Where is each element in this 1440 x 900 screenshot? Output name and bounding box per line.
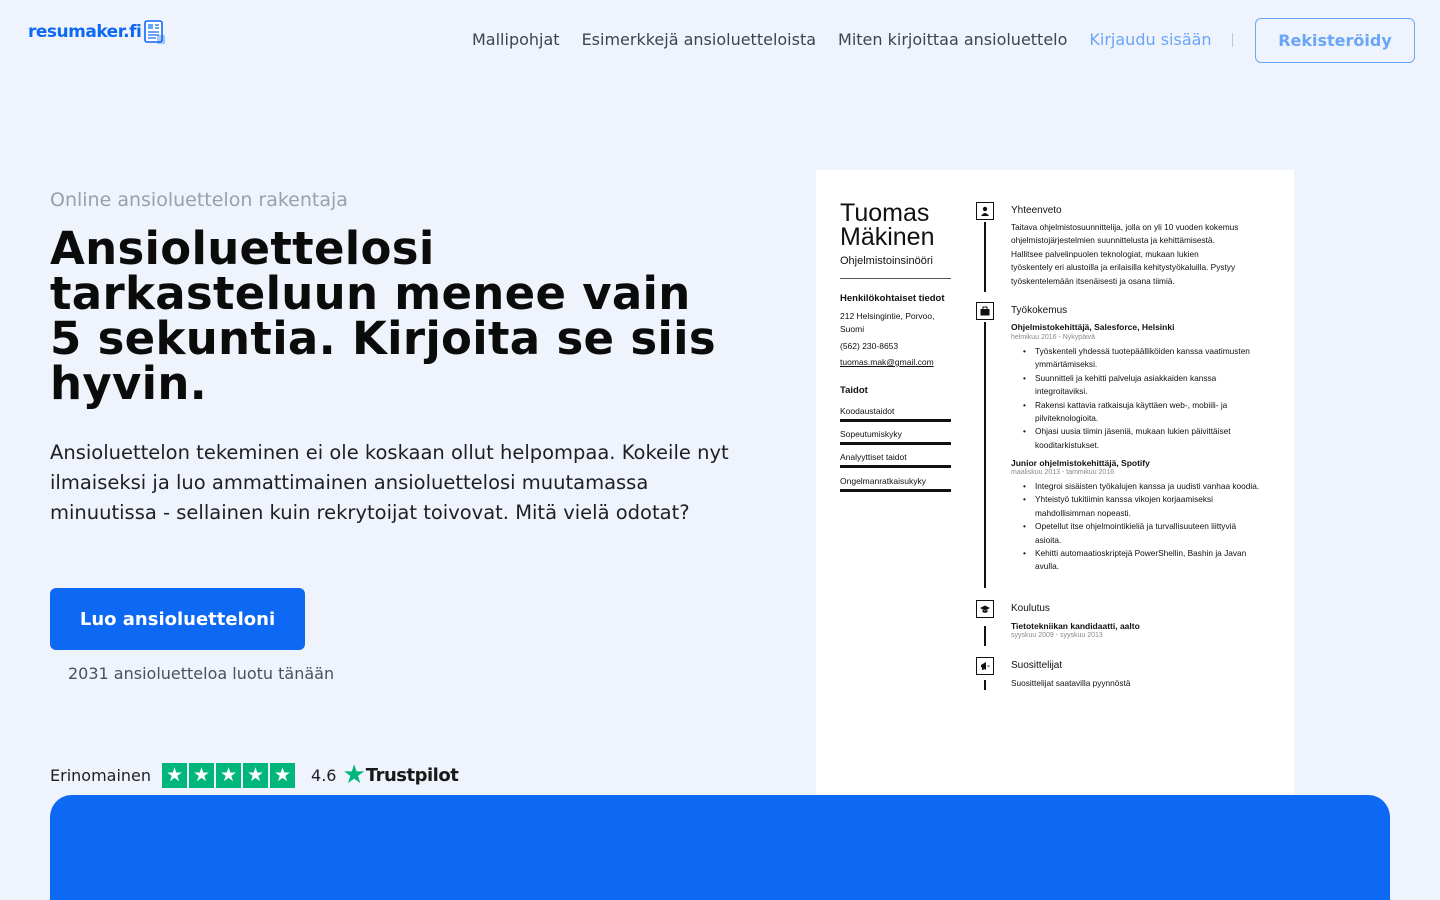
timeline-line (984, 222, 986, 292)
skill-bar (840, 419, 951, 422)
star-icon: ★ (189, 763, 214, 788)
star-icon: ★ (162, 763, 187, 788)
headline-line: tarkasteluun menee vain (50, 267, 691, 320)
job-dates: helmikuu 2016 - Nykypäivä (1011, 334, 1096, 341)
education-title: Koulutus (1011, 603, 1050, 614)
job-bullets (1023, 345, 1263, 452)
trustpilot-logo-text: Trustpilot (365, 764, 459, 786)
skill-label: Sopeutumiskyky (840, 429, 902, 439)
headline-line: hyvin. (50, 357, 208, 410)
job-title: Ohjelmistokehittäjä, Salesforce, Helsinki (1011, 322, 1175, 332)
summary-text (1011, 221, 1261, 288)
experience-title: Työkokemus (1011, 305, 1068, 316)
resume-phone: (562) 230-8653 (840, 341, 899, 351)
hero-headline (50, 222, 750, 410)
job-bullet: • Rakensi kattavia ratkaisuja käyttäen web-, mobiili- ja pilviteknologioita. (1023, 399, 1263, 426)
summary-line: ohjelmistojärjestelmien suunnittelusta ja kehittämisestä. (1011, 235, 1215, 246)
headline-line: 5 sekuntia. Kirjoita se siis (50, 312, 716, 365)
job-dates: maaliskuu 2013 - tammikuu 2016 (1011, 469, 1115, 476)
nav-templates[interactable]: Mallipohjat (472, 30, 560, 49)
skill-item (840, 476, 951, 492)
megaphone-icon (976, 657, 994, 675)
hero-lead: Ansioluettelon tekeminen ei ole koskaan ollut helpompaa. Kokeile nyt ilmaiseksi ja luo ammattimainen ansioluettelosi muutamassa minuutissa - sellainen kuin rekrytoijat toivovat. Mitä vielä odotat? (50, 441, 729, 524)
trustpilot-rating[interactable] (50, 762, 458, 788)
resume-address-line: 212 Helsingintie, Porvoo, (840, 311, 935, 321)
login-link[interactable]: Kirjaudu sisään (1089, 30, 1212, 49)
skill-item (840, 406, 951, 422)
resume-role: Ohjelmistoinsinööri (840, 255, 933, 267)
job-bullet: • Suunnitteli ja kehitti palveluja asiakkaiden kanssa integroitaviksi. (1023, 372, 1263, 399)
summary-line: työskentely eri alustoilla ja erilaisilla kehitystyökaluilla. Pystyy (1011, 262, 1236, 273)
job-title: Junior ohjelmistokehittäjä, Spotify (1011, 458, 1150, 468)
trustpilot-star-icon: ★ (342, 760, 366, 790)
create-resume-button[interactable]: Luo ansioluetteloni (50, 588, 305, 650)
skill-item (840, 452, 951, 468)
logo[interactable] (28, 20, 165, 44)
person-icon (976, 202, 994, 220)
resume-first-name: Tuomas (840, 199, 930, 227)
skill-label: Koodaustaidot (840, 406, 895, 416)
job-bullet: • Ohjasi uusia tiimin jäseniä, mukaan lukien päivittäiset kooditarkistukset. (1023, 425, 1263, 452)
star-icon: ★ (270, 763, 295, 788)
main-nav (472, 30, 1255, 49)
nav-divider (1232, 33, 1233, 47)
briefcase-icon (976, 302, 994, 320)
resumes-created-counter: 2031 ansioluetteloa luotu tänään (68, 664, 335, 683)
logo-text: resumaker.fi (28, 22, 142, 42)
skill-bar (840, 465, 951, 468)
timeline-line (984, 322, 986, 588)
resume-divider (840, 278, 951, 279)
skill-bar (840, 489, 951, 492)
star-icon: ★ (243, 763, 268, 788)
skill-label: Ongelmanratkaisukyky (840, 476, 926, 486)
summary-line: Hallitsee palvelinpuolen teknologiat, mukaan lukien (1011, 248, 1199, 259)
job-bullets (1023, 480, 1263, 574)
job-bullet: • Opetellut itse ohjelmointikieliä ja turvallisuuteen liittyviä asioita. (1023, 520, 1263, 547)
timeline-line (984, 680, 986, 690)
degree: Tietotekniikan kandidaatti, aalto (1011, 621, 1140, 631)
timeline-line (984, 626, 986, 646)
summary-title: Yhteenveto (1011, 205, 1062, 216)
references-text: Suosittelijat saatavilla pyynnöstä (1011, 678, 1131, 688)
resume-last-name: Mäkinen (840, 223, 935, 251)
graduation-cap-icon (976, 600, 994, 618)
headline-line: Ansioluettelosi (50, 222, 435, 275)
job-bullet: • Integroi sisäisten työkalujen kanssa ja uudisti vanhaa koodia. (1023, 480, 1263, 493)
resume-preview (816, 170, 1294, 795)
degree-dates: syyskuu 2009 - syyskuu 2013 (1011, 632, 1103, 639)
resume-document-icon (143, 20, 165, 44)
skill-item (840, 429, 951, 445)
rating-label: Erinomainen (50, 765, 152, 785)
register-button[interactable]: Rekisteröidy (1255, 18, 1415, 63)
rating-score: 4.6 (311, 765, 337, 785)
nav-resume-examples[interactable]: Esimerkkejä ansioluetteloista (581, 30, 817, 49)
skill-bar (840, 442, 951, 445)
job-bullet: • Kehitti automaatioskriptejä PowerShellin, Bashin ja Javan avulla. (1023, 547, 1263, 574)
summary-line: työskentelemään itsenäisesti ja osana tiimiä. (1011, 275, 1175, 286)
job-bullet: • Työskenteli yhdessä tuotepäälliköiden kanssa vaatimusten ymmärtämiseksi. (1023, 345, 1263, 372)
skill-label: Analyyttiset taidot (840, 452, 907, 462)
rating-stars (162, 763, 295, 788)
nav-how-to-write[interactable]: Miten kirjoittaa ansioluettelo (838, 30, 1068, 49)
blue-section-banner (50, 795, 1390, 900)
summary-line: Taitava ohjelmistosuunnittelija, jolla on yli 10 vuoden kokemus (1011, 222, 1239, 232)
resume-address-line: Suomi (840, 324, 865, 334)
references-title: Suosittelijat (1011, 660, 1063, 671)
job-bullet: • Yhteistyö tukitiimin kanssa vikojen korjaamiseksi mahdollisimman nopeasti. (1023, 493, 1263, 520)
hero-kicker: Online ansioluettelon rakentaja (50, 189, 348, 211)
skills-heading: Taidot (840, 385, 868, 396)
star-icon: ★ (216, 763, 241, 788)
resume-email: tuomas.mak@gmail.com (840, 357, 934, 367)
personal-info-heading: Henkilökohtaiset tiedot (840, 293, 945, 304)
